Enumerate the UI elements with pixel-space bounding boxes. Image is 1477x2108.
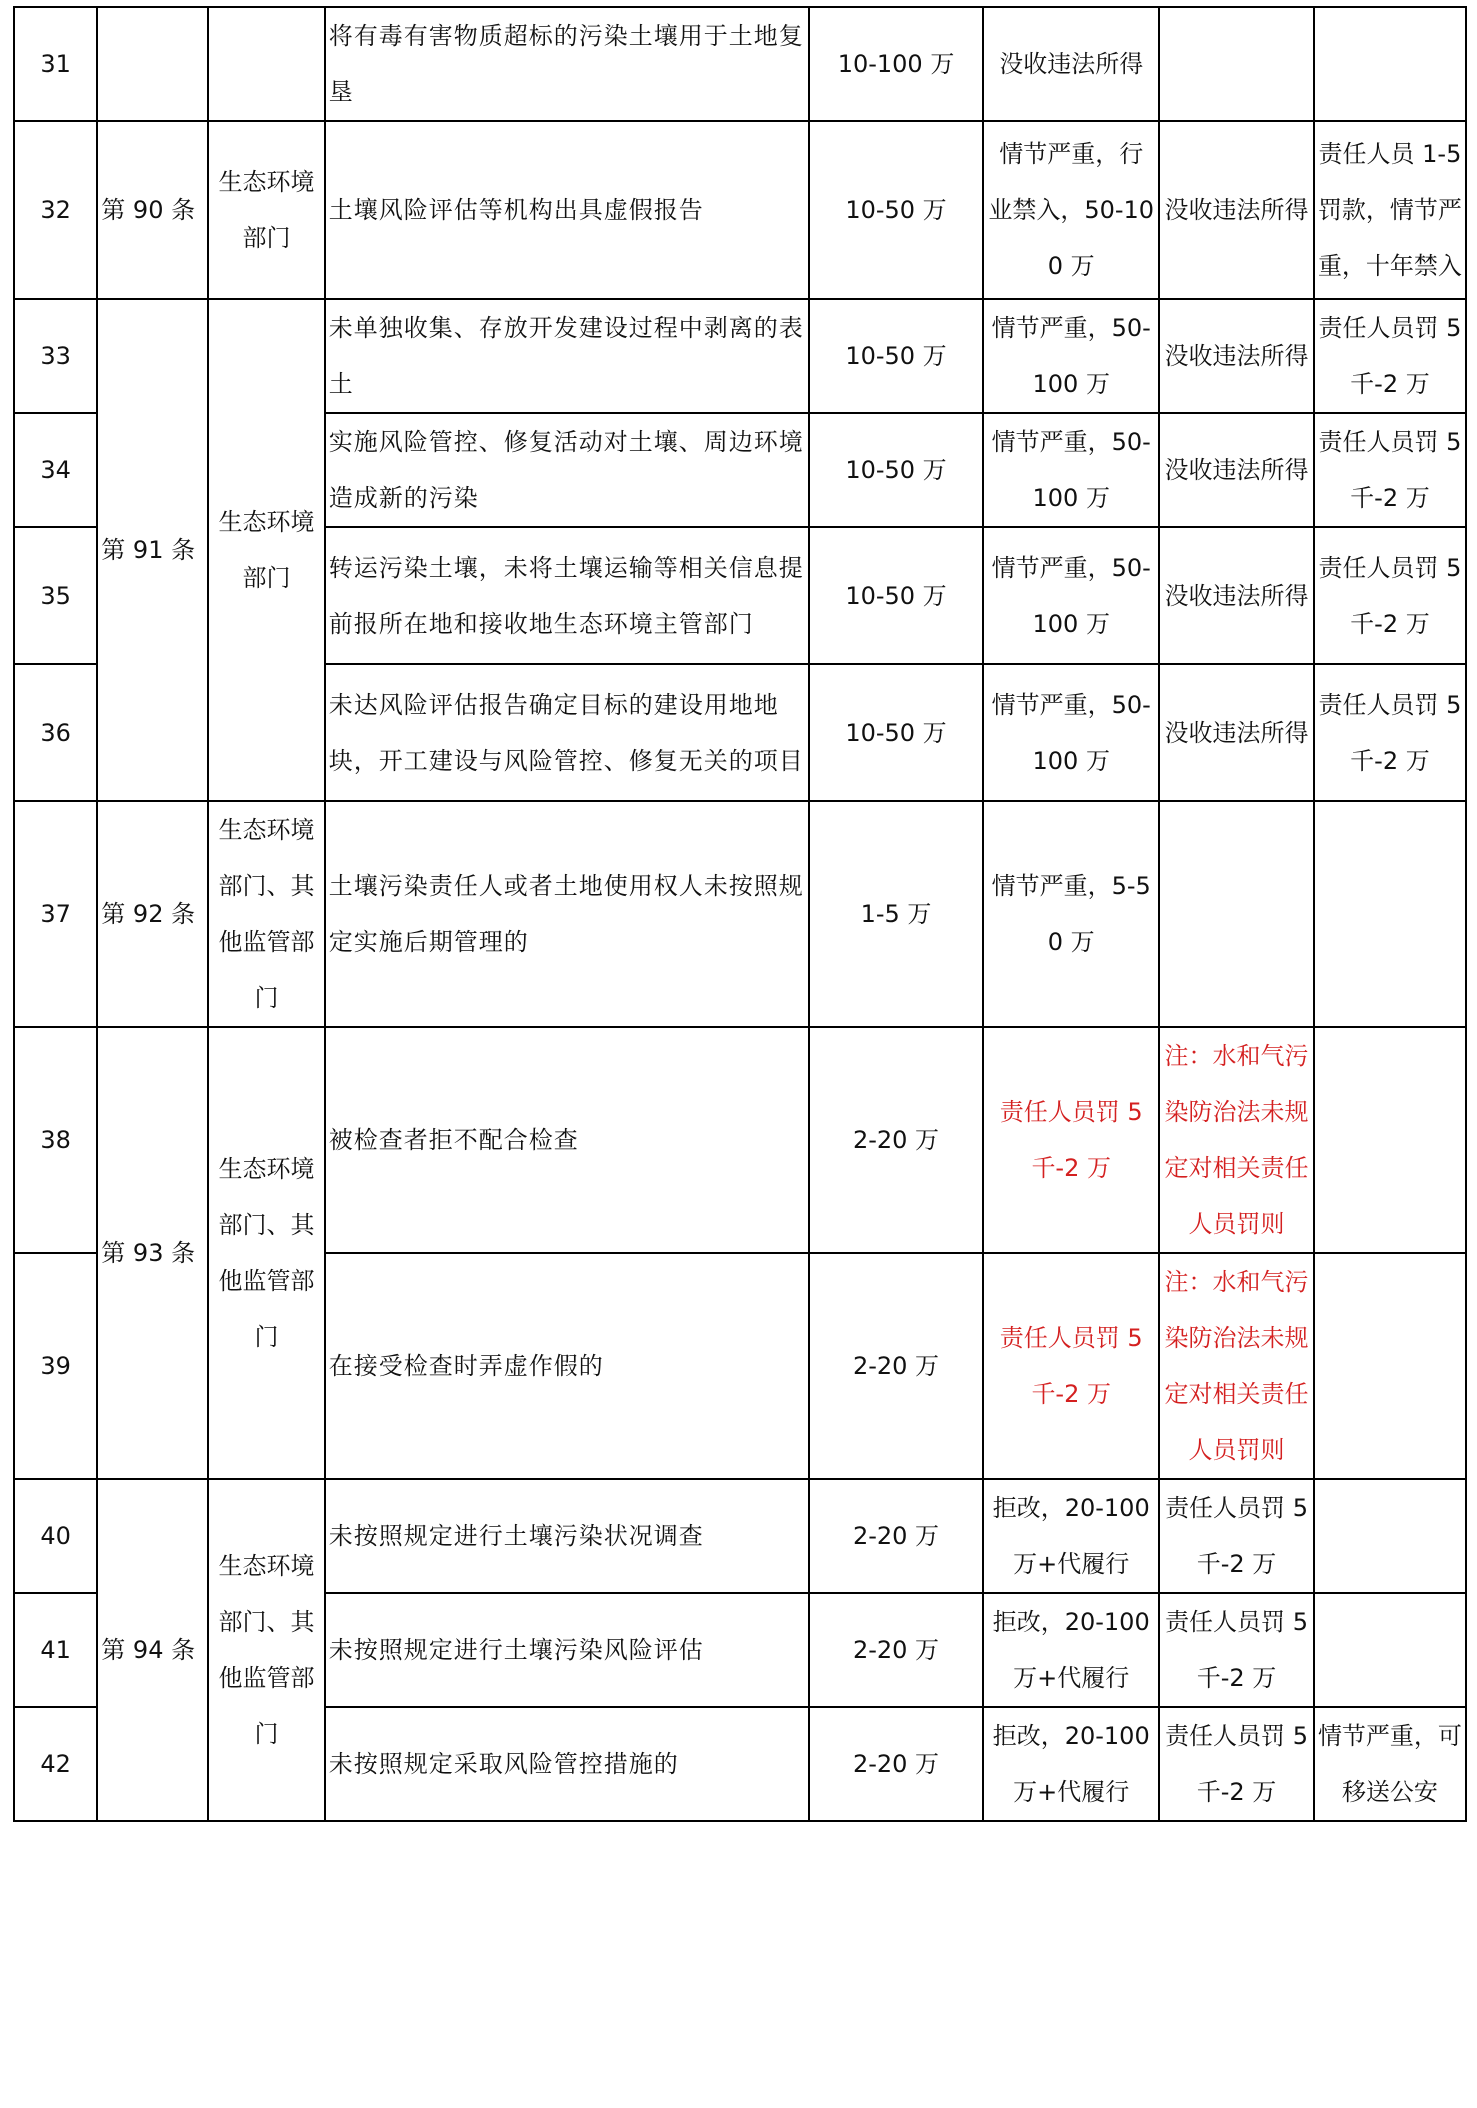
row-number: 39 xyxy=(14,1253,97,1479)
table-row xyxy=(14,121,1466,299)
personnel-penalty: 责任人员罚 5 千-2 万 xyxy=(1314,413,1466,527)
confiscation: 没收违法所得 xyxy=(1159,664,1314,801)
row-number: 34 xyxy=(14,413,97,527)
severe-penalty: 拒改，20-100 万+代履行 xyxy=(983,1479,1159,1593)
severe-penalty: 情节严重，50-100 万 xyxy=(983,527,1159,664)
row-number: 36 xyxy=(14,664,97,801)
severe-penalty: 拒改，20-100 万+代履行 xyxy=(983,1707,1159,1821)
article-cell: 第 92 条 xyxy=(97,801,208,1027)
personnel-penalty xyxy=(1314,801,1466,1027)
penalty-table xyxy=(13,6,1467,1822)
fine-amount: 10-50 万 xyxy=(809,664,984,801)
fine-amount: 2-20 万 xyxy=(809,1593,984,1707)
violation-description: 土壤风险评估等机构出具虚假报告 xyxy=(325,121,809,299)
department-cell: 生态环境部门、其他监管部门 xyxy=(208,1027,324,1479)
violation-description: 转运污染土壤，未将土壤运输等相关信息提前报所在地和接收地生态环境主管部门 xyxy=(325,527,809,664)
confiscation-note: 注：水和气污染防治法未规定对相关责任人员罚则 xyxy=(1159,1253,1314,1479)
table-row xyxy=(14,1027,1466,1253)
personnel-penalty xyxy=(1314,1027,1466,1253)
fine-amount: 10-50 万 xyxy=(809,299,984,413)
personnel-penalty xyxy=(1314,1593,1466,1707)
violation-description: 将有毒有害物质超标的污染土壤用于土地复垦 xyxy=(325,7,809,121)
article-cell: 第 93 条 xyxy=(97,1027,208,1479)
row-number: 35 xyxy=(14,527,97,664)
row-number: 41 xyxy=(14,1593,97,1707)
personnel-penalty: 责任人员罚 5 千-2 万 xyxy=(1314,299,1466,413)
article-cell: 第 94 条 xyxy=(97,1479,208,1821)
confiscation: 没收违法所得 xyxy=(1159,527,1314,664)
fine-amount: 2-20 万 xyxy=(809,1479,984,1593)
article-cell: 第 90 条 xyxy=(97,121,208,299)
table-row xyxy=(14,299,1466,413)
violation-description: 被检查者拒不配合检查 xyxy=(325,1027,809,1253)
severe-penalty: 情节严重，5-50 万 xyxy=(983,801,1159,1027)
violation-description: 未按照规定进行土壤污染风险评估 xyxy=(325,1593,809,1707)
severe-penalty: 情节严重，50-100 万 xyxy=(983,664,1159,801)
personnel-penalty xyxy=(1314,7,1466,121)
personnel-penalty: 责任人员罚 5 千-2 万 xyxy=(1314,527,1466,664)
confiscation: 责任人员罚 5 千-2 万 xyxy=(1159,1479,1314,1593)
violation-description: 实施风险管控、修复活动对土壤、周边环境造成新的污染 xyxy=(325,413,809,527)
confiscation xyxy=(1159,7,1314,121)
row-number: 32 xyxy=(14,121,97,299)
row-number: 42 xyxy=(14,1707,97,1821)
department-cell: 生态环境部门、其他监管部门 xyxy=(208,801,324,1027)
violation-description: 未按照规定采取风险管控措施的 xyxy=(325,1707,809,1821)
fine-amount: 2-20 万 xyxy=(809,1027,984,1253)
severe-penalty: 拒改，20-100 万+代履行 xyxy=(983,1593,1159,1707)
personnel-penalty: 责任人员罚 5 千-2 万 xyxy=(1314,664,1466,801)
row-number: 33 xyxy=(14,299,97,413)
department-cell: 生态环境部门、其他监管部门 xyxy=(208,1479,324,1821)
fine-amount: 10-50 万 xyxy=(809,121,984,299)
confiscation-note: 注：水和气污染防治法未规定对相关责任人员罚则 xyxy=(1159,1027,1314,1253)
confiscation: 责任人员罚 5 千-2 万 xyxy=(1159,1593,1314,1707)
row-number: 40 xyxy=(14,1479,97,1593)
severe-penalty: 情节严重，行业禁入，50-100 万 xyxy=(983,121,1159,299)
article-cell xyxy=(97,7,208,121)
personnel-penalty xyxy=(1314,1479,1466,1593)
fine-amount: 2-20 万 xyxy=(809,1707,984,1821)
severe-penalty: 责任人员罚 5 千-2 万 xyxy=(983,1253,1159,1479)
row-number: 38 xyxy=(14,1027,97,1253)
violation-description: 在接受检查时弄虚作假的 xyxy=(325,1253,809,1479)
confiscation xyxy=(1159,801,1314,1027)
table-row xyxy=(14,801,1466,1027)
confiscation: 没收违法所得 xyxy=(1159,413,1314,527)
confiscation: 没收违法所得 xyxy=(1159,299,1314,413)
department-cell xyxy=(208,7,324,121)
table-row xyxy=(14,1479,1466,1593)
department-cell: 生态环境部门 xyxy=(208,121,324,299)
row-number: 37 xyxy=(14,801,97,1027)
violation-description: 土壤污染责任人或者土地使用权人未按照规定实施后期管理的 xyxy=(325,801,809,1027)
violation-description: 未按照规定进行土壤污染状况调查 xyxy=(325,1479,809,1593)
fine-amount: 10-50 万 xyxy=(809,413,984,527)
fine-amount: 1-5 万 xyxy=(809,801,984,1027)
table-row xyxy=(14,7,1466,121)
severe-penalty: 责任人员罚 5 千-2 万 xyxy=(983,1027,1159,1253)
violation-description: 未达风险评估报告确定目标的建设用地地块，开工建设与风险管控、修复无关的项目 xyxy=(325,664,809,801)
fine-amount: 10-50 万 xyxy=(809,527,984,664)
personnel-penalty: 情节严重，可移送公安 xyxy=(1314,1707,1466,1821)
confiscation: 责任人员罚 5 千-2 万 xyxy=(1159,1707,1314,1821)
confiscation: 没收违法所得 xyxy=(1159,121,1314,299)
severe-penalty: 没收违法所得 xyxy=(983,7,1159,121)
department-cell: 生态环境部门 xyxy=(208,299,324,801)
severe-penalty: 情节严重，50-100 万 xyxy=(983,413,1159,527)
severe-penalty: 情节严重，50-100 万 xyxy=(983,299,1159,413)
personnel-penalty: 责任人员 1-5 罚款，情节严重，十年禁入 xyxy=(1314,121,1466,299)
personnel-penalty xyxy=(1314,1253,1466,1479)
fine-amount: 10-100 万 xyxy=(809,7,984,121)
row-number: 31 xyxy=(14,7,97,121)
violation-description: 未单独收集、存放开发建设过程中剥离的表土 xyxy=(325,299,809,413)
article-cell: 第 91 条 xyxy=(97,299,208,801)
fine-amount: 2-20 万 xyxy=(809,1253,984,1479)
